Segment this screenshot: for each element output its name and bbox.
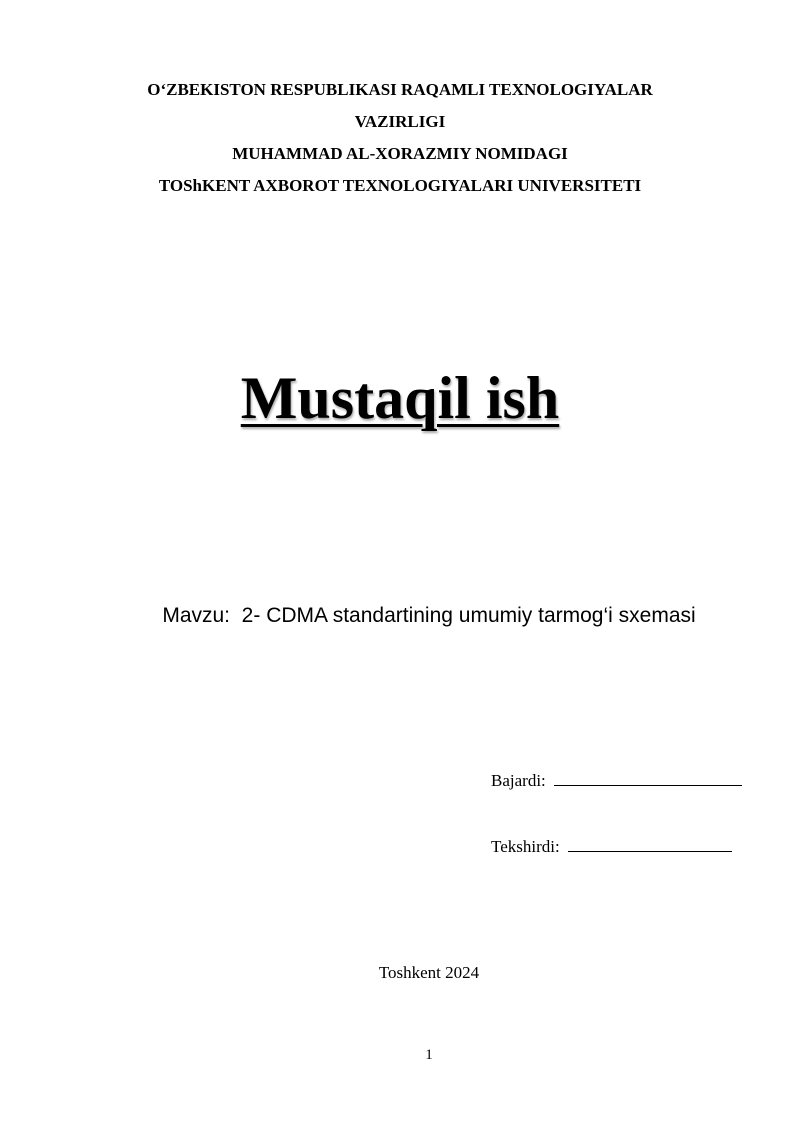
- document-title: Mustaqil ish: [240, 365, 560, 431]
- checked-by-blank-line: [568, 834, 732, 852]
- university-name-line-2: TOShKENT AXBOROT TEXNOLOGIYALARI UNIVERSITETI: [158, 176, 642, 195]
- place-and-year: Toshkent 2024: [378, 963, 480, 982]
- performed-by-blank-line: [554, 768, 742, 786]
- performed-by-label: Bajardi:: [491, 771, 546, 790]
- page-number: 1: [425, 1047, 433, 1063]
- document-header: [0, 74, 800, 202]
- university-name-line-1: MUHAMMAD AL-XORAZMIY NOMIDAGI: [232, 144, 568, 163]
- document-topic: Mavzu: 2- CDMA standartining umumiy tarmog‘i sxemasi: [162, 604, 696, 627]
- checked-by-field: [491, 834, 732, 858]
- ministry-name-line-2: VAZIRLIGI: [354, 112, 446, 131]
- checked-by-label: Tekshirdi:: [491, 837, 560, 856]
- ministry-name-line-1: O‘ZBEKISTON RESPUBLIKASI RAQAMLI TEXNOLOGIYALAR: [147, 80, 653, 99]
- performed-by-field: [491, 768, 742, 792]
